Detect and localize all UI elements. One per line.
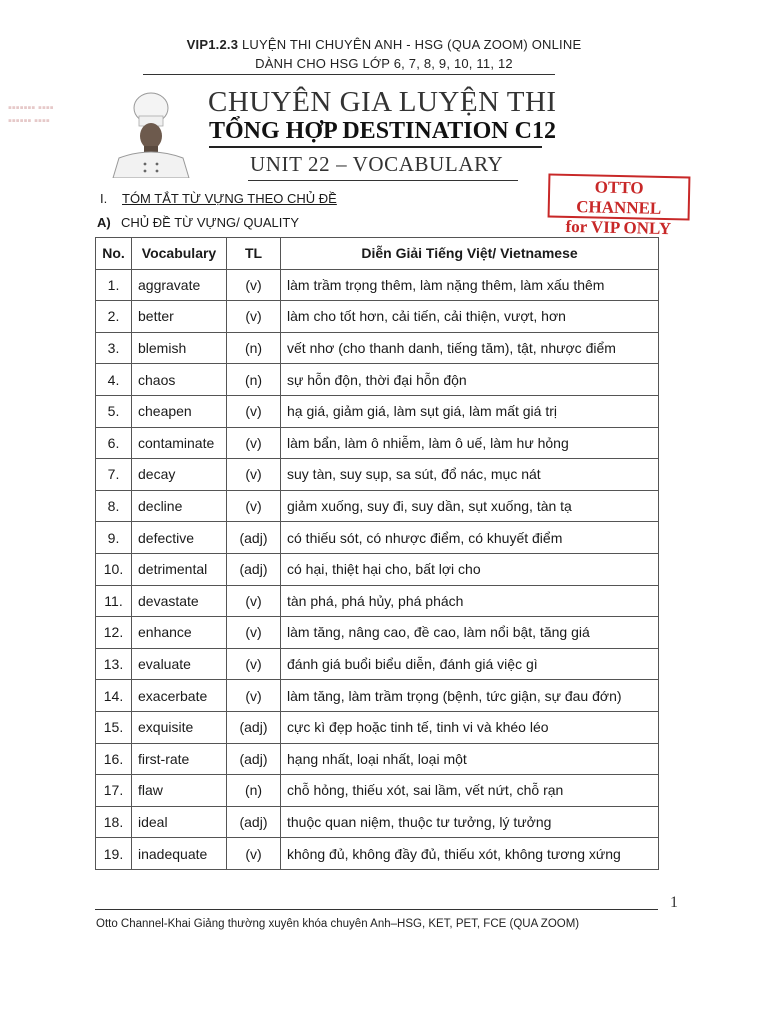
- col-header-no: No.: [96, 238, 132, 270]
- cell-number: 13.: [96, 648, 132, 680]
- cell-word-type: (n): [227, 364, 281, 396]
- header-line-2: DÀNH CHO HSG LỚP 6, 7, 8, 9, 10, 11, 12: [255, 56, 513, 71]
- table-row: [96, 490, 659, 522]
- cell-meaning: làm tăng, nâng cao, đề cao, làm nổi bật, tăng giá: [281, 617, 659, 649]
- title-line-1: CHUYÊN GIA LUYỆN THI: [208, 86, 557, 118]
- col-header-vocabulary: Vocabulary: [132, 238, 227, 270]
- header-code: VIP1.2.3: [186, 37, 239, 52]
- cell-vocabulary: first-rate: [132, 743, 227, 775]
- cell-meaning: làm bẩn, làm ô nhiễm, làm ô uế, làm hư hỏng: [281, 427, 659, 459]
- unit-underline: [248, 180, 518, 181]
- cell-word-type: (v): [227, 427, 281, 459]
- vip-stamp: [548, 174, 691, 239]
- cell-meaning: làm cho tốt hơn, cải tiến, cải thiện, vượt, hơn: [281, 301, 659, 333]
- subsection-letter: A): [97, 215, 111, 230]
- cell-word-type: (v): [227, 395, 281, 427]
- cell-vocabulary: better: [132, 301, 227, 333]
- table-row: [96, 301, 659, 333]
- cell-word-type: (v): [227, 269, 281, 301]
- cell-vocabulary: detrimental: [132, 553, 227, 585]
- cell-meaning: suy tàn, suy sụp, sa sút, đổ nác, mục nát: [281, 459, 659, 491]
- cell-vocabulary: blemish: [132, 332, 227, 364]
- table-row: [96, 332, 659, 364]
- cell-number: 14.: [96, 680, 132, 712]
- cell-number: 3.: [96, 332, 132, 364]
- cell-meaning: hạng nhất, loại nhất, loại một: [281, 743, 659, 775]
- cell-meaning: vết nhơ (cho thanh danh, tiếng tăm), tật, nhược điểm: [281, 332, 659, 364]
- cell-number: 4.: [96, 364, 132, 396]
- section-heading: [100, 191, 337, 206]
- page-number: 1: [670, 894, 678, 911]
- table-body: [96, 269, 659, 869]
- cell-vocabulary: devastate: [132, 585, 227, 617]
- table-row: [96, 743, 659, 775]
- cell-meaning: làm trầm trọng thêm, làm nặng thêm, làm xấu thêm: [281, 269, 659, 301]
- header-divider: [143, 74, 555, 75]
- stamp-line-2: for VIP ONLY: [565, 216, 672, 239]
- table-row: [96, 522, 659, 554]
- cell-vocabulary: enhance: [132, 617, 227, 649]
- cell-vocabulary: aggravate: [132, 269, 227, 301]
- cell-vocabulary: evaluate: [132, 648, 227, 680]
- cell-number: 6.: [96, 427, 132, 459]
- cell-meaning: chỗ hỏng, thiếu xót, sai lầm, vết nứt, chỗ rạn: [281, 775, 659, 807]
- cell-meaning: làm tăng, làm trầm trọng (bệnh, tức giận, sự đau đớn): [281, 680, 659, 712]
- cell-number: 17.: [96, 775, 132, 807]
- cell-number: 9.: [96, 522, 132, 554]
- bleed-through-mark: ▪▪▪▪▪▪▪ ▪▪▪▪ ▪▪▪▪▪▪ ▪▪▪▪: [8, 102, 54, 127]
- cell-number: 16.: [96, 743, 132, 775]
- cell-meaning: cực kì đẹp hoặc tinh tế, tinh vi và khéo léo: [281, 711, 659, 743]
- cell-word-type: (v): [227, 617, 281, 649]
- col-header-tl: TL: [227, 238, 281, 270]
- cell-word-type: (v): [227, 680, 281, 712]
- cell-number: 10.: [96, 553, 132, 585]
- table-row: [96, 269, 659, 301]
- cell-vocabulary: decline: [132, 490, 227, 522]
- cell-meaning: giảm xuống, suy đi, suy dần, sụt xuống, tàn tạ: [281, 490, 659, 522]
- section-title: TÓM TẮT TỪ VỰNG THEO CHỦ ĐỀ: [122, 191, 337, 206]
- table-header-row: [96, 238, 659, 270]
- cell-number: 18.: [96, 806, 132, 838]
- cell-vocabulary: defective: [132, 522, 227, 554]
- cell-meaning: có thiếu sót, có nhược điểm, có khuyết điểm: [281, 522, 659, 554]
- cell-meaning: không đủ, không đầy đủ, thiếu xót, không tương xứng: [281, 838, 659, 870]
- cell-vocabulary: cheapen: [132, 395, 227, 427]
- cell-word-type: (v): [227, 459, 281, 491]
- cell-word-type: (v): [227, 585, 281, 617]
- table-row: [96, 838, 659, 870]
- footer-text: Otto Channel-Khai Giảng thường xuyên khóa chuyên Anh–HSG, KET, PET, FCE (QUA ZOOM): [96, 918, 580, 930]
- section-number: I.: [100, 191, 108, 206]
- table-row: [96, 427, 659, 459]
- cell-vocabulary: decay: [132, 459, 227, 491]
- cell-word-type: (v): [227, 490, 281, 522]
- table-row: [96, 775, 659, 807]
- cell-vocabulary: exquisite: [132, 711, 227, 743]
- subsection-heading: [97, 215, 299, 230]
- cell-number: 19.: [96, 838, 132, 870]
- cell-word-type: (v): [227, 838, 281, 870]
- cell-meaning: tàn phá, phá hủy, phá phách: [281, 585, 659, 617]
- subsection-title: CHỦ ĐỀ TỪ VỰNG/ QUALITY: [121, 215, 299, 230]
- cell-vocabulary: inadequate: [132, 838, 227, 870]
- cell-word-type: (adj): [227, 743, 281, 775]
- stamp-line-1: OTTO CHANNEL: [576, 177, 662, 218]
- cell-word-type: (adj): [227, 711, 281, 743]
- cell-number: 12.: [96, 617, 132, 649]
- cell-number: 7.: [96, 459, 132, 491]
- table-row: [96, 711, 659, 743]
- cell-word-type: (adj): [227, 553, 281, 585]
- cell-number: 5.: [96, 395, 132, 427]
- vocabulary-table: [95, 237, 659, 870]
- header-course: LUYỆN THI CHUYÊN ANH - HSG (QUA ZOOM) ONLINE: [241, 37, 582, 52]
- cell-word-type: (v): [227, 648, 281, 680]
- cell-number: 2.: [96, 301, 132, 333]
- table-row: [96, 553, 659, 585]
- table-row: [96, 395, 659, 427]
- cell-word-type: (adj): [227, 522, 281, 554]
- cell-number: 1.: [96, 269, 132, 301]
- table-row: [96, 806, 659, 838]
- col-header-meaning: Diễn Giải Tiếng Việt/ Vietnamese: [281, 238, 659, 270]
- cell-number: 15.: [96, 711, 132, 743]
- table-row: [96, 617, 659, 649]
- cell-meaning: hạ giá, giảm giá, làm sụt giá, làm mất giá trị: [281, 395, 659, 427]
- table-row: [96, 364, 659, 396]
- title-line-2: TỔNG HỢP DESTINATION C12: [209, 118, 556, 144]
- cell-word-type: (n): [227, 332, 281, 364]
- cell-vocabulary: contaminate: [132, 427, 227, 459]
- cell-vocabulary: ideal: [132, 806, 227, 838]
- cell-vocabulary: chaos: [132, 364, 227, 396]
- cell-number: 11.: [96, 585, 132, 617]
- header-line-1: [0, 37, 768, 52]
- cell-vocabulary: exacerbate: [132, 680, 227, 712]
- table-row: [96, 648, 659, 680]
- cell-word-type: (v): [227, 301, 281, 333]
- cell-meaning: có hại, thiệt hại cho, bất lợi cho: [281, 553, 659, 585]
- chef-photo-icon: [103, 88, 199, 178]
- table-row: [96, 459, 659, 491]
- table-row: [96, 680, 659, 712]
- cell-word-type: (n): [227, 775, 281, 807]
- table-row: [96, 585, 659, 617]
- cell-meaning: sự hỗn độn, thời đại hỗn độn: [281, 364, 659, 396]
- title-underline: [209, 146, 542, 148]
- cell-word-type: (adj): [227, 806, 281, 838]
- cell-meaning: thuộc quan niệm, thuộc tư tưởng, lý tưởng: [281, 806, 659, 838]
- cell-number: 8.: [96, 490, 132, 522]
- footer-divider: [95, 909, 658, 910]
- unit-title: UNIT 22 – VOCABULARY: [250, 152, 504, 176]
- cell-vocabulary: flaw: [132, 775, 227, 807]
- cell-meaning: đánh giá buổi biểu diễn, đánh giá việc gì: [281, 648, 659, 680]
